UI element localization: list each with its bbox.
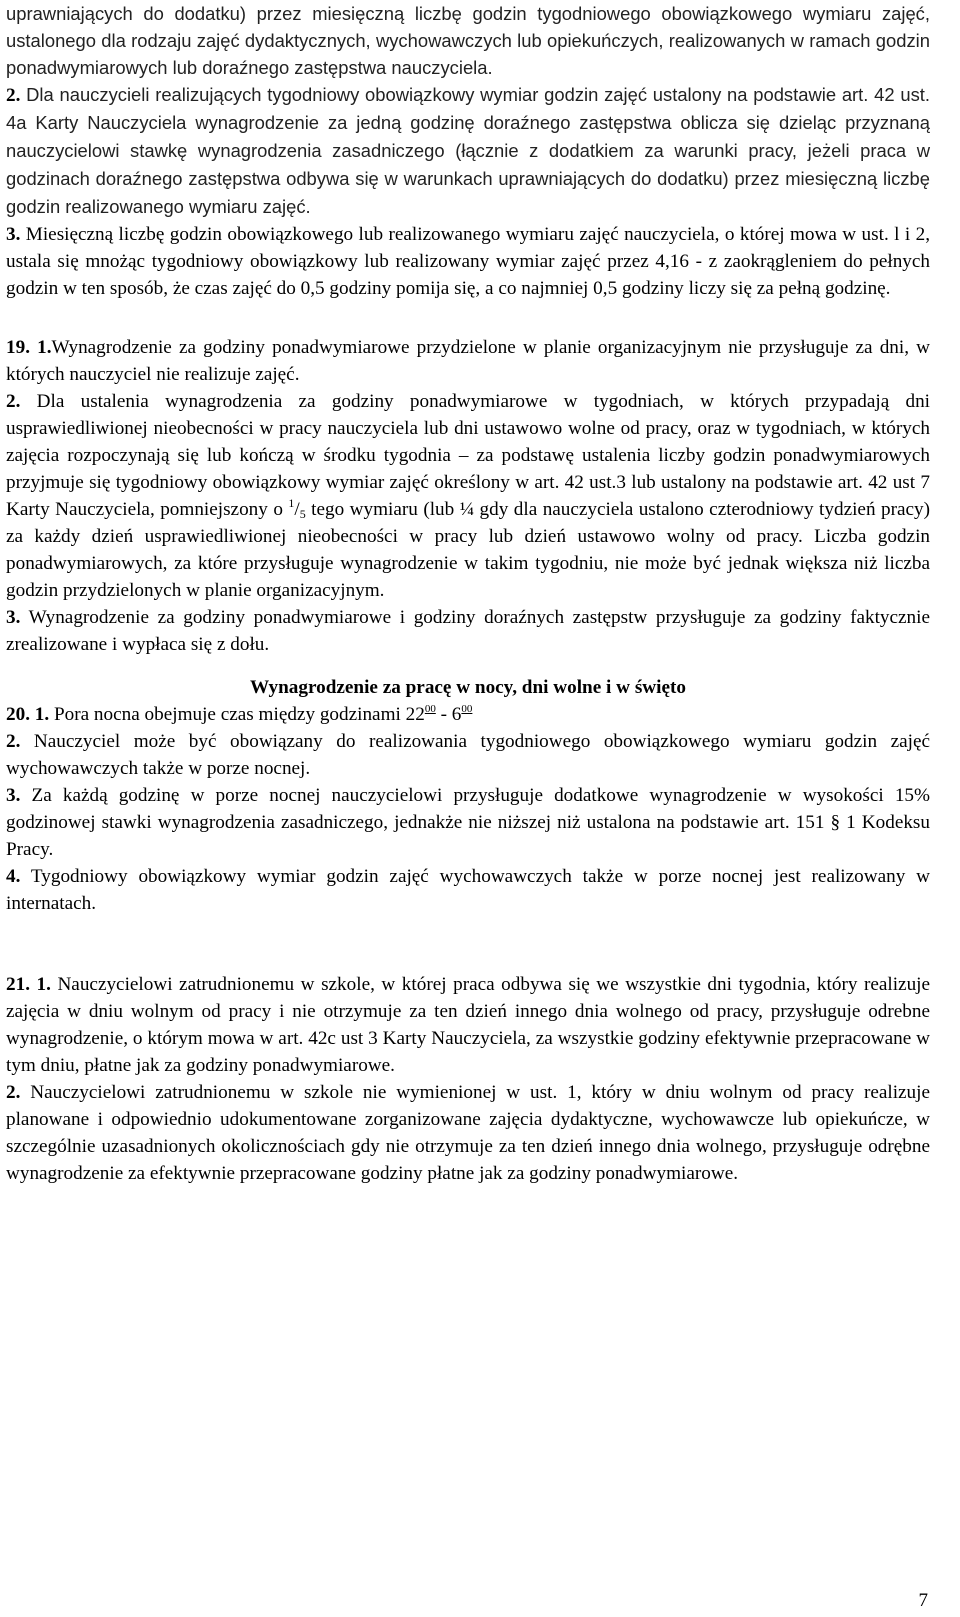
paragraph-21-1 xyxy=(6,971,930,1079)
item-number: 3. xyxy=(6,607,21,628)
superscript: 00 xyxy=(424,703,436,715)
paragraph-text: Za każdą godzinę w porze nocnej nauczycielowi przysługuje dodatkowe wynagrodzenie w wysokości 15% godzinowej stawki wynagrodzenia zasadniczego, jednakże nie niższej niż ustalona na podstawie art. 151 § 1 Kodeksu Pracy. xyxy=(6,785,930,860)
paragraph-text: Miesięczną liczbę godzin obowiązkowego lub realizowanego wymiaru zajęć nauczyciela, o której mowa w ust. l i 2, ustala się mnożąc tygodniowy obowiązkowy lub realizowany wymiar zajęć przez 4,16 - z zaokrągleniem do pełnych godzin w ten sposób, że czas zajęć do 0,5 godziny pomija się, a co najmniej 0,5 godziny liczy się za pełną godzinę. xyxy=(6,224,930,299)
paragraph-19-1 xyxy=(6,334,930,388)
paragraph-18-3 xyxy=(6,221,930,302)
paragraph-text: wynagrodzenie za jedną godzinę doraźnego zastępstwa oblicza się dzieląc przyznaną nauczycielowi stawkę wynagrodzenia zasadniczego (łącznie z dodatkiem za warunki pracy, jeżeli praca w godzinach doraźnego zastępstwa odbywa się w warunkach uprawniających do dodatku) przez miesięczną liczbę godzin realizowanego wymiaru zajęć. xyxy=(6,112,930,217)
paragraph-text: Wynagrodzenie za godziny ponadwymiarowe i godziny doraźnych zastępstw przysługuje za godziny faktycznie zrealizowane i wypłaca się z dołu. xyxy=(6,607,930,655)
paragraph-text: tego wymiaru (lub ¼ gdy dla nauczyciela ustalono czterodniowy tydzień pracy) za każdy dzień usprawiedliwionej nieobecności w pracy lub dzień ustawowo wolny od pracy. Liczba godzin ponadwymiarowych, za które przysługuje wynagrodzenie w takim tygodniu, nie może być jednak większa niż liczba godzin przydzielonych w planie organizacyjnym. xyxy=(6,499,930,601)
paragraph-19-3 xyxy=(6,604,930,658)
paragraph-20-2 xyxy=(6,728,930,782)
section-number: 19. 1. xyxy=(6,337,52,358)
paragraph-continuation: uprawniających do dodatku) przez miesięczną liczbę godzin tygodniowego obowiązkowego wymiaru zajęć, ustalonego dla rodzaju zajęć dydaktycznych, wychowawczych lub opiekuńczych, realizowanych w ramach godzin ponadwymiarowych lub doraźnego zastępstwa nauczyciela. xyxy=(6,3,930,78)
paragraph-text: Tygodniowy obowiązkowy wymiar godzin zajęć wychowawczych także w porze nocnej jest realizowany w internatach. xyxy=(6,866,930,914)
paragraph-text: Nauczycielowi zatrudnionemu w szkole, w której praca odbywa się we wszystkie dni tygodnia, który realizuje zajęcia w dniu wolnym od pracy i nie otrzymuje za ten dzień innego dnia wolnego od pracy, przysługuje odrebne wynagrodzenie, o którym mowa w art. 42c ust 3 Karty Nauczyciela, za wszystkie godziny efektywnie przepracowane w tym dniu, płatne jak za godziny ponadwymiarowe. xyxy=(6,974,931,1076)
paragraph-20-4 xyxy=(6,863,930,917)
page-number: 7 xyxy=(918,1590,928,1611)
item-number: 2. xyxy=(6,391,21,412)
fraction-numerator: 1 xyxy=(288,496,295,510)
item-number: 2. xyxy=(6,85,21,106)
section-number: 20. 1. xyxy=(6,704,50,725)
item-number: 3. xyxy=(6,224,21,245)
item-number: 4. xyxy=(6,866,21,887)
item-number: 2. xyxy=(6,1082,21,1103)
item-number: 3. xyxy=(6,785,21,806)
paragraph-21-2 xyxy=(6,1079,930,1187)
section-number: 21. 1. xyxy=(6,974,51,995)
paragraph-20-3 xyxy=(6,782,930,863)
paragraph-text: Nauczycielowi zatrudnionemu w szkole nie wymienionej w ust. 1, który w dniu wolnym od pracy realizuje planowane i odpowiednio udokumentowane zorganizowane zajęcia dydaktyczne, wychowawcze lub opiekuńcze, w szczególnie uzasadnionych okolicznościach gdy nie otrzymuje za ten dzień innego dnia wolnego, przysługuje odrębne wynagrodzenie za efektywnie przepracowane godziny płatne jak za godziny ponadwymiarowe. xyxy=(6,1082,930,1184)
document-page xyxy=(6,0,930,1187)
item-number: 2. xyxy=(6,731,21,752)
paragraph-text: - 6 xyxy=(435,704,462,725)
paragraph-text: Nauczyciel może być obowiązany do realizowania tygodniowego obowiązkowego wymiaru godzin zajęć wychowawczych także w porze nocnej. xyxy=(6,731,930,779)
paragraph-18-2 xyxy=(6,81,930,221)
paragraph-text: Pora nocna obejmuje czas między godzinami 22 xyxy=(49,704,425,725)
paragraph-text: Dla ustalenia wynagrodzenia za godziny ponadwymiarowe w tygodniach, w których przypadają dni usprawiedliwionej nieobecności w pracy nauczyciela lub dni ustawowo wolne od pracy, oraz w tygodniach, w których zajęcia rozpoczynają się lub kończą w środku tygodnia – za podstawę ustalenia liczby godzin ponadwymiarowych przyjmuje się tygodniowy obowiązkowy wymiar zajęć określony w art. 42 ust.3 lub ustalony na podstawie art. 42 ust 7 Karty Nauczyciela, pomniejszony o xyxy=(6,391,930,520)
superscript: 00 xyxy=(461,703,473,715)
section-heading: Wynagrodzenie za pracę w nocy, dni wolne i w święto xyxy=(250,677,686,698)
paragraph-text: Wynagrodzenie za godziny ponadwymiarowe przydzielone w planie organizacyjnym nie przysługuje za dni, w których nauczyciel nie realizuje zajęć. xyxy=(6,337,931,385)
fraction-denominator: 5 xyxy=(299,507,306,521)
paragraph-text: Dla nauczycieli realizujących tygodniowy obowiązkowy wymiar godzin zajęć ustalony na podstawie art. 42 ust. 4a Karty Nauczyciela xyxy=(6,84,930,133)
paragraph-20-1 xyxy=(6,701,930,728)
paragraph-19-2: 2. Dla ustalenia wynagrodzenia za godziny ponadwymiarowe w tygodniach, w których przypadają dni usprawiedliwionej nieobecności w pracy nauczyciela lub dni ustawowo wolne od pracy, oraz w tygodniach, w których zajęcia rozpoczynają się lub kończą w środku tygodnia – za podstawę ustalenia liczby godzin ponadwymiarowych przyjmuje się tygodniowy obowiązkowy wymiar zajęć określony w art. 42 ust.3 lub ustalony na podstawie art. 42 ust 7 Karty Nauczyciela, pomniejszony o $^1$/5 tego wymiaru (lub ¼ gdy dla nauczyciela ustalono czterodniowy tydzień pracy) za każdy dzień usprawiedliwionej nieobecności w pracy lub dzień ustawowo wolny od pracy. Liczba godzin ponadwymiarowych, za które przysługuje wynagrodzenie w takim tygodniu, nie może być jednak większa niż liczba godzin przydzielonych w planie organizacyjnym. xyxy=(6,391,930,601)
